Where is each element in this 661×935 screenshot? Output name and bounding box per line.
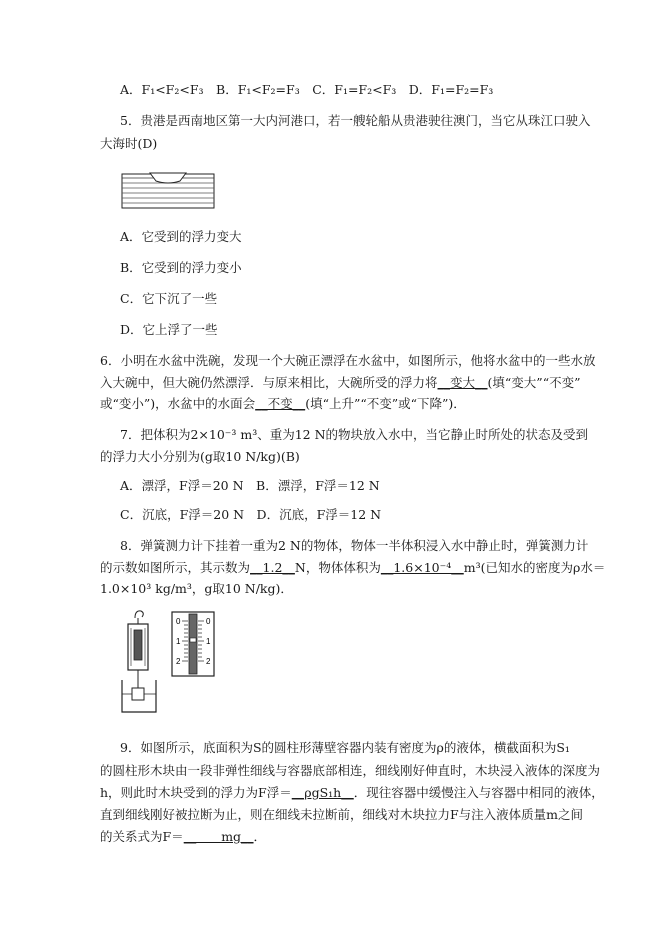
q7-stem-line1: 7．把体积为2×10⁻³ m³、重为12 N的物块放入水中，当它静止时所处的状态及受到: [120, 427, 589, 442]
q5-stem-line1: 5．贵港是西南地区第一大内河港口，若一艘轮船从贵港驶往澳门，当它从珠江口驶入: [120, 113, 591, 128]
q5-stem-line2: 大海时(D): [100, 136, 158, 151]
q4-options: A．F₁<F₂<F₃ B．F₁<F₂=F₃ C．F₁=F₂<F₃ D．F₁=F₂=F₃: [120, 82, 494, 97]
q6-line3-text: 或“变小”)，水盆中的水面会: [100, 396, 256, 411]
scale-left-0: 0: [176, 617, 181, 626]
q9-stem-line2: 的圆柱形木块由一段非弹性细线与容器底部相连，细线刚好伸直时，木块浸入液体的深度为: [100, 763, 601, 778]
q9-line5-text: 的关系式为F＝: [100, 829, 184, 844]
q7-options-ab: A．漂浮，F浮＝20 N B．漂浮，F浮＝12 N: [120, 478, 380, 493]
q8-answer-1: __1.2__: [250, 560, 295, 575]
scale-right-2: 2: [206, 657, 211, 666]
q9-stem-line1: 9．如图所示，底面积为S的圆柱形薄壁容器内装有密度为ρ的液体，横截面积为S₁: [120, 740, 570, 755]
q8-line2-mid: N，物体体积为: [294, 560, 381, 575]
q5-option-c: C．它下沉了一些: [120, 291, 218, 306]
q9-stem-line4: 直到细线刚好被拉断为止，则在细线未拉断前，细线对木块拉力F与注入液体质量m之间: [100, 807, 584, 822]
scale-left-2: 2: [176, 657, 181, 666]
q8-line2-tail: m³(已知水的密度为ρ水＝: [463, 560, 606, 575]
q8-stem-line1: 8．弹簧测力计下挂着一重为2 N的物体，物体一半体积浸入水中静止时，弹簧测力计: [120, 538, 589, 553]
q8-line2-text: 的示数如图所示，其示数为: [100, 560, 251, 575]
q7-stem-line2: 的浮力大小分别为(g取10 N/kg)(B): [100, 449, 300, 464]
scale-left-1: 1: [176, 637, 181, 646]
q6-line2-tail: (填“变大”“不变”: [487, 375, 581, 390]
q6-line2-text: 入大碗中，但大碗仍然漂浮．与原来相比，大碗所受的浮力将: [100, 375, 438, 390]
q6-line3-tail: (填“上升”“不变”或“下降”)．: [305, 396, 466, 411]
q9-line5-tail: ．: [253, 829, 267, 844]
q6-stem-line1: 6．小明在水盆中洗碗，发现一个大碗正漂浮在水盆中，如图所示，他将水盆中的一些水放: [100, 353, 596, 368]
q6-answer-1: __变大__: [437, 375, 488, 390]
q6-stem-line3: [100, 396, 466, 412]
q5-option-a: A．它受到的浮力变大: [120, 229, 242, 244]
spring-scale-figure: [118, 608, 222, 716]
q8-answer-2: __1.6×10⁻⁴__: [380, 560, 464, 575]
q6-stem-line2: [100, 375, 580, 391]
q9-line3-text: h，则此时木块受到的浮力为F浮＝: [100, 785, 292, 800]
q6-answer-2: __不变__: [255, 396, 306, 411]
q9-answer-1: __ρgS₁h__: [291, 785, 354, 800]
q5-option-d: D．它上浮了一些: [120, 322, 218, 337]
ship-on-water-figure: [120, 164, 216, 209]
scale-right-0: 0: [206, 617, 211, 626]
q8-stem-line3: 1.0×10³ kg/m³，g取10 N/kg)．: [100, 581, 293, 596]
q7-options-cd: C．沉底，F浮＝20 N D．沉底，F浮＝12 N: [120, 507, 382, 522]
q5-option-b: B．它受到的浮力变小: [120, 260, 242, 275]
q9-stem-line5: [100, 829, 266, 845]
q9-line3-tail: ．现往容器中缓慢注入与容器中相同的液体，: [353, 785, 604, 800]
q9-answer-2: __ mg__: [183, 829, 254, 844]
scale-right-1: 1: [206, 637, 211, 646]
q8-stem-line2: [100, 560, 605, 576]
q9-stem-line3: [100, 785, 604, 801]
